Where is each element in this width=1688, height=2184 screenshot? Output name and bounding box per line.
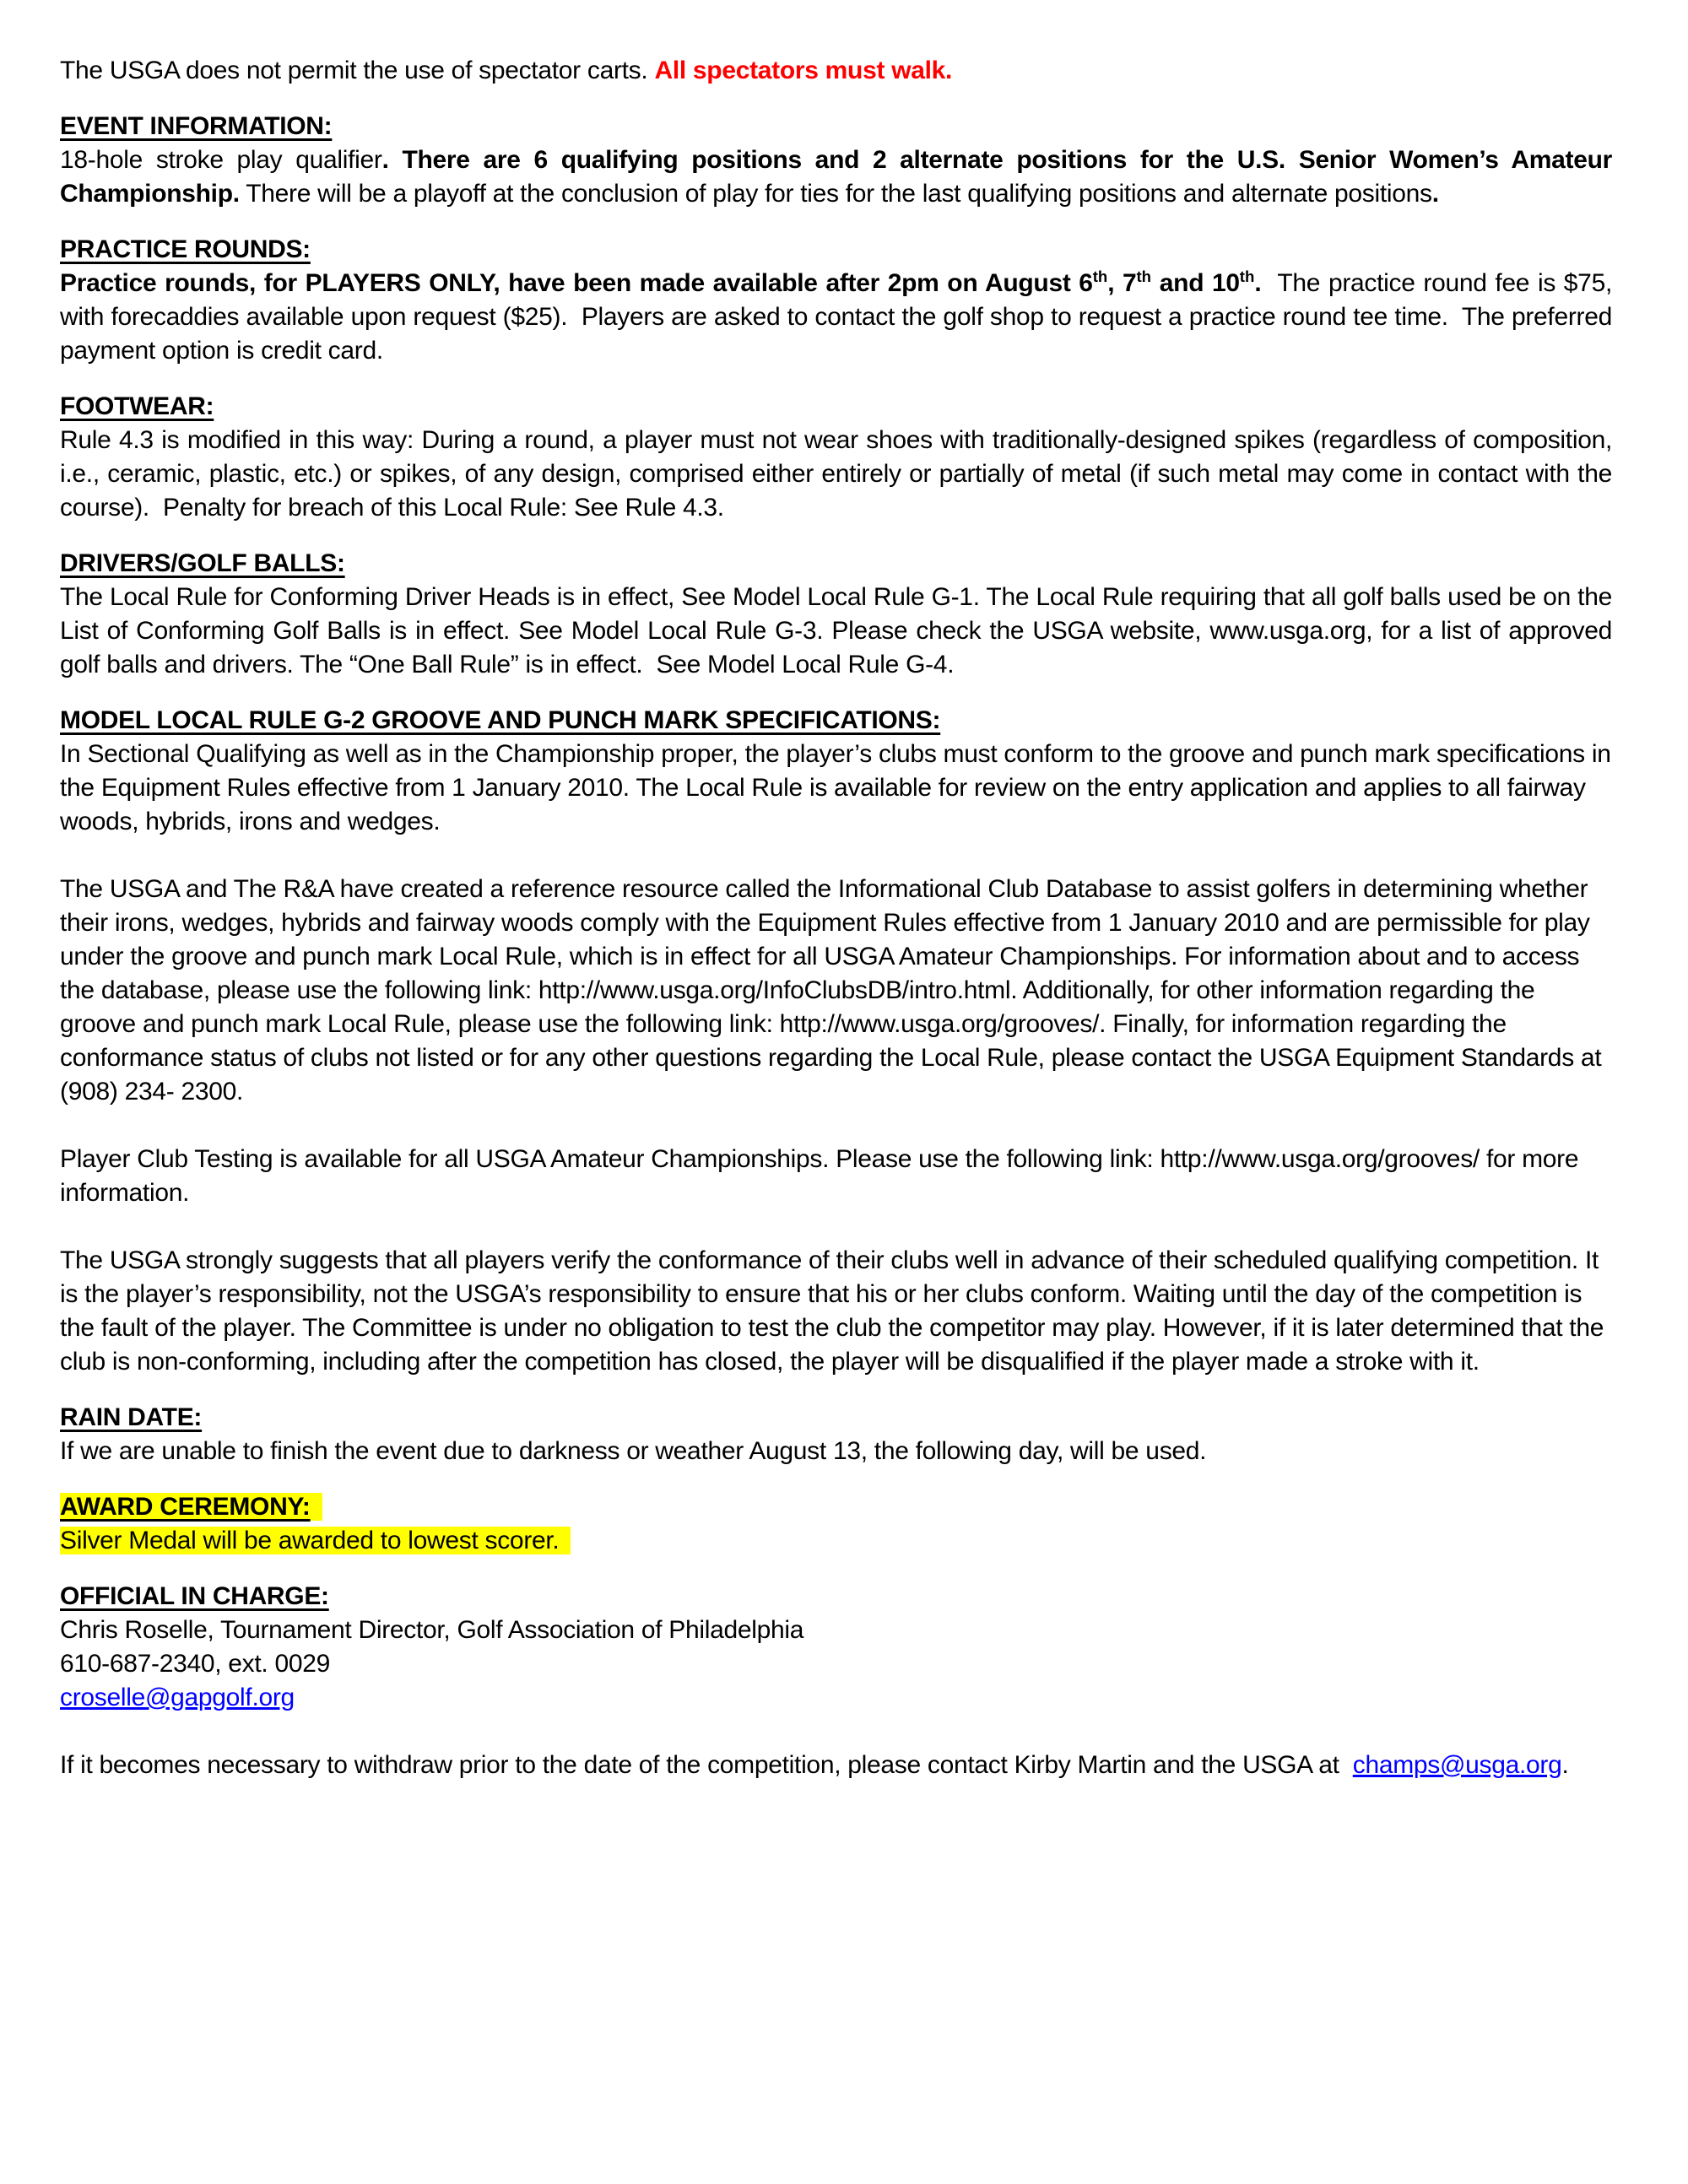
section-heading-text: MODEL LOCAL RULE G-2 GROOVE AND PUNCH MARK SPECIFICATIONS: xyxy=(60,706,941,734)
section-heading xyxy=(60,1490,1612,1524)
paragraph xyxy=(60,1435,1612,1468)
blank-line xyxy=(60,1109,1612,1143)
text-run: . xyxy=(1431,180,1439,208)
blank-line xyxy=(60,1715,1612,1749)
text-run: . There are 6 qualifying positions and 2 alternate positions for the U.S. Senior Women’s Amateur Championship. xyxy=(60,146,1620,208)
section-heading xyxy=(60,704,1612,738)
text-run: If we are unable to finish the event due to darkness or weather August 13, the following day, will be used. xyxy=(60,1437,1207,1465)
text-run: Player Club Testing is available for all USGA Amateur Championships. Please use the following link: http://www.usga.org/grooves/ for more information. xyxy=(60,1145,1586,1207)
text-run: , 7 xyxy=(1107,269,1137,297)
paragraph xyxy=(60,738,1618,839)
paragraph xyxy=(60,1143,1612,1210)
text-run: and 10 xyxy=(1151,269,1240,297)
section-heading-text: PRACTICE ROUNDS: xyxy=(60,235,311,263)
text-run: 610-687-2340, ext. 0029 xyxy=(60,1650,331,1678)
text-run: If it becomes necessary to withdraw prior to the date of the competition, please contact Kirby Martin and the USGA at xyxy=(60,1751,1353,1779)
text-run: The Local Rule for Conforming Driver Heads is in effect, See Model Local Rule G-1. The Local Rule requiring that all golf balls used be on the List of Conforming Golf Balls is in effect. See Model Local Rule G-3. Please check the USGA website, www.usga.org, for a list of approved golf balls and drivers. The “One Ball Rule” is in effect. See Model Local Rule G-4. xyxy=(60,583,1620,678)
section-heading xyxy=(60,390,1612,424)
section-heading xyxy=(60,233,1612,267)
text-run: In Sectional Qualifying as well as in the Championship proper, the player’s clubs must conform to the groove and punch mark specifications in the Equipment Rules effective from 1 January 2010. The Local Rule is available for review on the entry application and applies to all fairway woods, hybrids, irons and wedges. xyxy=(60,740,1618,835)
text-run: Rule 4.3 is modified in this way: During a round, a player must not wear shoes with traditionally-designed spikes (regardless of composition, i.e., ceramic, plastic, etc.) or spikes, of any design, comprised either entirely or partially of metal (if such metal may come in contact with the course). Penalty for breach of this Local Rule: See Rule 4.3. xyxy=(60,426,1620,522)
section-heading-text: DRIVERS/GOLF BALLS: xyxy=(60,549,345,577)
paragraph xyxy=(60,1524,1612,1558)
text-run: The USGA does not permit the use of spectator carts. xyxy=(60,57,655,84)
section-heading-text: OFFICIAL IN CHARGE: xyxy=(60,1582,329,1610)
email-link-croselle[interactable]: croselle@gapgolf.org xyxy=(60,1684,295,1711)
text-run: The USGA strongly suggests that all players verify the conformance of their clubs well in advance of their scheduled qualifying competition. It is the player’s responsibility, not the USGA’s responsibility to ensure that his or her clubs conform. Waiting until the day of the competition is the fault of the player. The Committee is under no obligation to test the club the competitor may play. However, if it is later determined that the club is non-conforming, including after the competition has closed, the player will be disqualified if the player made a stroke with it. xyxy=(60,1246,1611,1376)
text-run: 18-hole stroke play qualifier xyxy=(60,146,382,174)
section-heading xyxy=(60,1401,1612,1435)
text-run: Chris Roselle, Tournament Director, Golf Association of Philadelphia xyxy=(60,1616,804,1644)
text-run: The USGA and The R&A have created a reference resource called the Informational Club Database to assist golfers in determining whether their irons, wedges, hybrids and fairway woods comply with the Equipment Rules effective from 1 January 2010 and are permissible for play under the groove and punch mark Local Rule, which is in effect for all USGA Amateur Championships. For information about and to access the database, please use the following link: http://www.usga.org/InfoClubsDB/intro.html. Additionally, for other information regarding the groove and punch mark Local Rule, please use the following link: http://www.usga.org/grooves/. Finally, for information regarding the conformance status of clubs not listed or for any other questions regarding the Local Rule, please contact the USGA Equipment Standards at (908) 234- 2300. xyxy=(60,875,1609,1106)
section-heading-text: AWARD CEREMONY: xyxy=(60,1493,322,1521)
blank-line xyxy=(60,839,1612,873)
paragraph xyxy=(60,873,1612,1109)
text-run: th xyxy=(1239,268,1255,285)
paragraph xyxy=(60,424,1620,525)
text-run: The practice round fee is $75, with forecaddies available upon request ($25). Players are asked to contact the golf shop to request a practice round tee time. The preferred payment option is credit card. xyxy=(60,269,1620,365)
paragraph xyxy=(60,1681,1612,1715)
paragraph xyxy=(60,581,1620,682)
text-run: . xyxy=(1561,1751,1569,1779)
text-run: Silver Medal will be awarded to lowest scorer. xyxy=(60,1527,571,1554)
paragraph xyxy=(60,143,1620,211)
text-run: th xyxy=(1092,268,1108,285)
section-heading xyxy=(60,110,1612,143)
paragraph xyxy=(60,54,1612,88)
text-run: There will be a playoff at the conclusion of play for ties for the last qualifying positions and alternate positions xyxy=(239,180,1432,208)
paragraph xyxy=(60,267,1620,368)
section-heading-text: FOOTWEAR: xyxy=(60,392,214,420)
paragraph xyxy=(60,1244,1612,1379)
text-run: All spectators must walk. xyxy=(654,57,953,84)
section-heading-text: RAIN DATE: xyxy=(60,1403,203,1431)
paragraph xyxy=(60,1749,1612,1782)
blank-line xyxy=(60,1210,1612,1244)
section-heading xyxy=(60,1580,1612,1614)
paragraph xyxy=(60,1647,1612,1681)
text-run: . xyxy=(1254,269,1262,297)
text-run: Practice rounds, for PLAYERS ONLY, have been made available after 2pm on August 6 xyxy=(60,269,1093,297)
text-run: th xyxy=(1136,268,1152,285)
paragraph xyxy=(60,1614,1612,1647)
email-link-champs[interactable]: champs@usga.org xyxy=(1352,1751,1562,1779)
section-heading-text: EVENT INFORMATION: xyxy=(60,112,333,140)
section-heading xyxy=(60,547,1612,581)
